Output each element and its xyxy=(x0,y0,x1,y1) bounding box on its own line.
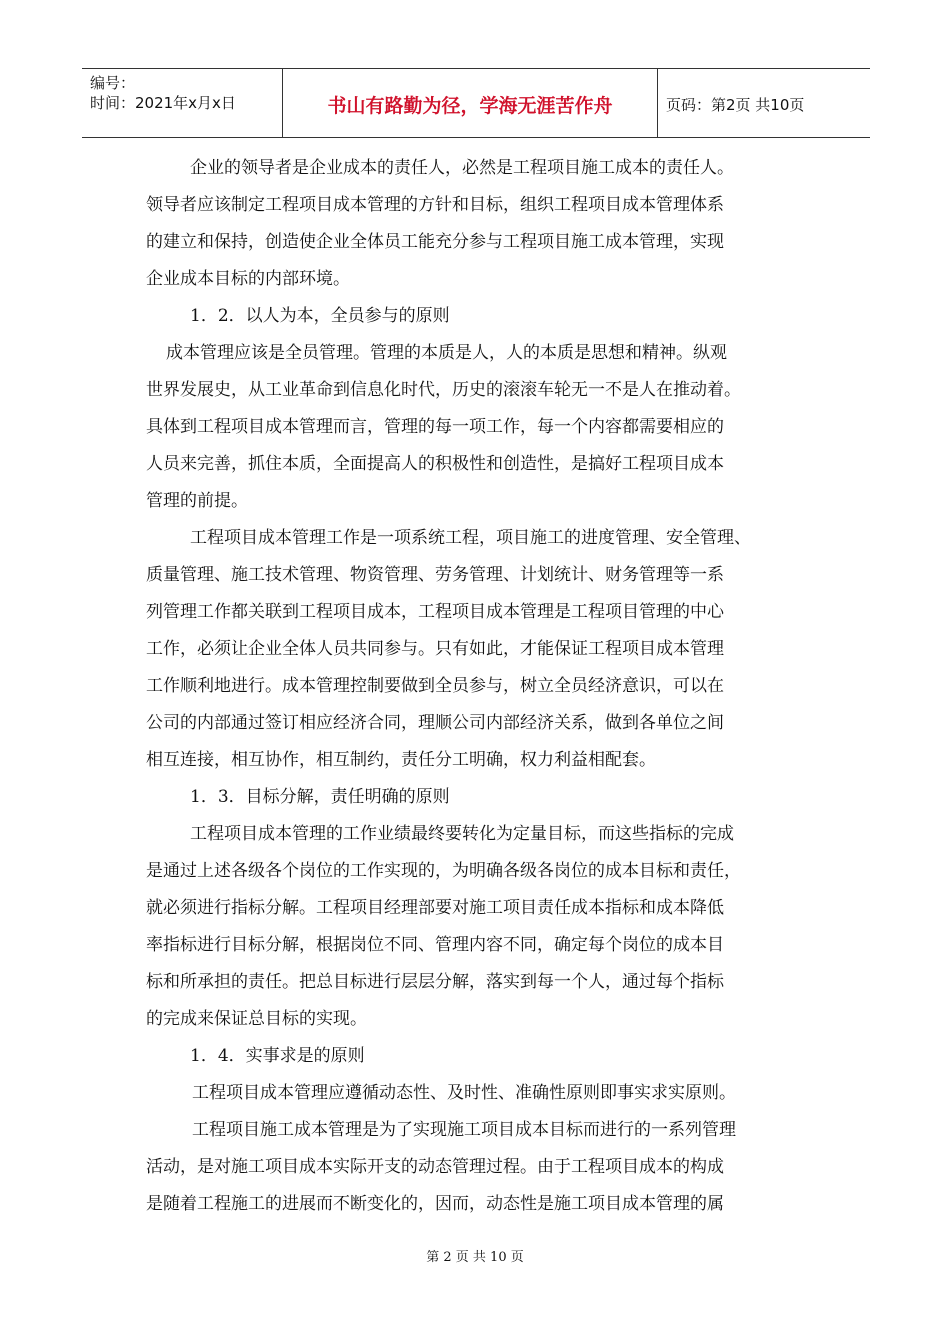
header-divider xyxy=(282,69,283,137)
paragraph-line: 1．4．实事求是的原则 xyxy=(190,1046,365,1066)
paragraph-line: 质量管理、施工技术管理、物资管理、劳务管理、计划统计、财务管理等一系 xyxy=(146,565,724,585)
paragraph-line: 工程项目施工成本管理是为了实现施工项目成本目标而进行的一系列管理 xyxy=(192,1120,736,1140)
paragraph-line: 1．2．以人为本，全员参与的原则 xyxy=(190,306,450,326)
paragraph-line: 的建立和保持，创造使企业全体员工能充分参与工程项目施工成本管理，实现 xyxy=(146,232,724,252)
header-divider xyxy=(657,69,658,137)
paragraph-line: 工作顺利地进行。成本管理控制要做到全员参与，树立全员经济意识，可以在 xyxy=(146,676,724,696)
paragraph-line: 世界发展史，从工业革命到信息化时代，历史的滚滚车轮无一不是人在推动着。 xyxy=(146,380,741,400)
paragraph-line: 就必须进行指标分解。工程项目经理部要对施工项目责任成本指标和成本降低 xyxy=(146,898,724,918)
header-motto: 书山有路勤为径，学海无涯苦作舟 xyxy=(327,95,613,117)
paragraph-line: 具体到工程项目成本管理而言，管理的每一项工作，每一个内容都需要相应的 xyxy=(146,417,724,437)
document-body xyxy=(146,150,826,1223)
paragraph-line: 的完成来保证总目标的实现。 xyxy=(146,1009,367,1029)
paragraph-line: 率指标进行目标分解，根据岗位不同、管理内容不同，确定每个岗位的成本目 xyxy=(146,935,724,955)
paragraph-line: 活动，是对施工项目成本实际开支的动态管理过程。由于工程项目成本的构成 xyxy=(146,1157,724,1177)
paragraph-line: 领导者应该制定工程项目成本管理的方针和目标，组织工程项目成本管理体系 xyxy=(146,195,724,215)
paragraph-line: 相互连接，相互协作，相互制约，责任分工明确，权力利益相配套。 xyxy=(146,750,656,770)
header-page-info: 页码：第2页 共10页 xyxy=(666,96,805,114)
paragraph-line: 企业成本目标的内部环境。 xyxy=(146,269,350,289)
paragraph-line: 工程项目成本管理工作是一项系统工程，项目施工的进度管理、安全管理、 xyxy=(190,528,751,548)
page-header xyxy=(82,68,870,138)
page-footer: 第 2 页 共 10 页 xyxy=(426,1250,524,1265)
paragraph-line: 列管理工作都关联到工程项目成本，工程项目成本管理是工程项目管理的中心 xyxy=(146,602,724,622)
doc-date-label: 时间：2021年x月x日 xyxy=(90,94,236,112)
paragraph-line: 管理的前提。 xyxy=(146,491,248,511)
paragraph-line: 工程项目成本管理的工作业绩最终要转化为定量目标，而这些指标的完成 xyxy=(190,824,734,844)
paragraph-line: 成本管理应该是全员管理。管理的本质是人，人的本质是思想和精神。纵观 xyxy=(166,343,727,363)
doc-number-label: 编号： xyxy=(90,74,136,92)
paragraph-line: 是通过上述各级各个岗位的工作实现的，为明确各级各岗位的成本目标和责任， xyxy=(146,861,741,881)
paragraph-line: 人员来完善，抓住本质，全面提高人的积极性和创造性，是搞好工程项目成本 xyxy=(146,454,724,474)
paragraph-line: 公司的内部通过签订相应经济合同，理顺公司内部经济关系，做到各单位之间 xyxy=(146,713,724,733)
paragraph-line: 标和所承担的责任。把总目标进行层层分解，落实到每一个人，通过每个指标 xyxy=(146,972,724,992)
paragraph-line: 是随着工程施工的进展而不断变化的，因而，动态性是施工项目成本管理的属 xyxy=(146,1194,724,1214)
paragraph-line: 企业的领导者是企业成本的责任人，必然是工程项目施工成本的责任人。 xyxy=(190,158,734,178)
paragraph-line: 工作，必须让企业全体人员共同参与。只有如此，才能保证工程项目成本管理 xyxy=(146,639,724,659)
paragraph-line: 1．3．目标分解，责任明确的原则 xyxy=(190,787,450,807)
paragraph-line: 工程项目成本管理应遵循动态性、及时性、准确性原则即事实求实原则。 xyxy=(192,1083,736,1103)
